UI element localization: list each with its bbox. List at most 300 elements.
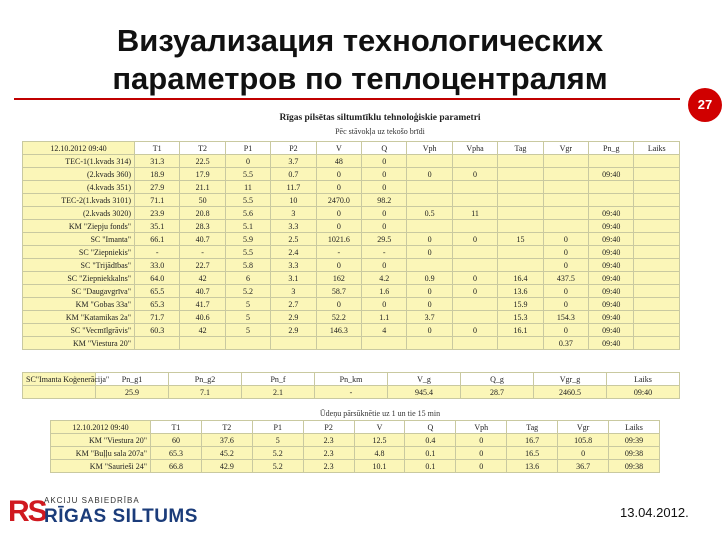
- table-cell: [498, 337, 543, 350]
- table-cell: 2.9: [271, 311, 316, 324]
- column-header: Vgr: [558, 421, 609, 434]
- table-cell: 0.9: [407, 272, 452, 285]
- table-cell: 0: [316, 181, 361, 194]
- table-cell: 5.5: [225, 246, 270, 259]
- imanta-cogeneration-table: [22, 372, 680, 399]
- table-cell: 09:40: [589, 168, 634, 181]
- table-cell: 42.9: [201, 460, 252, 473]
- table-cell: 0: [543, 324, 588, 337]
- table-cell: [362, 337, 407, 350]
- column-header: T2: [180, 142, 225, 155]
- table-cell: 40.7: [180, 233, 225, 246]
- table-cell: 0: [407, 233, 452, 246]
- table-cell: 1.1: [362, 311, 407, 324]
- column-header: V: [316, 142, 361, 155]
- table-cell: 65.3: [135, 298, 180, 311]
- table-cell: [634, 272, 680, 285]
- table-cell: 2.3: [303, 460, 354, 473]
- table-cell: 0: [362, 181, 407, 194]
- table-cell: 0: [362, 168, 407, 181]
- table-cell: -: [180, 246, 225, 259]
- table-cell: [634, 194, 680, 207]
- column-header: Laiks: [607, 373, 680, 386]
- column-header: V: [354, 421, 405, 434]
- row-label: SC "Imanta": [23, 233, 135, 246]
- table-cell: 98.2: [362, 194, 407, 207]
- column-header: Tag: [507, 421, 558, 434]
- table-cell: 0: [543, 246, 588, 259]
- row-label: TEC-1(1.kvads 314): [23, 155, 135, 168]
- table-cell: 50: [180, 194, 225, 207]
- table-cell: [498, 207, 543, 220]
- table-cell: 105.8: [558, 434, 609, 447]
- table-cell: 0: [452, 168, 497, 181]
- table-cell: 11: [452, 207, 497, 220]
- column-header: Pn_g1: [96, 373, 169, 386]
- title-divider: [14, 98, 680, 100]
- table-cell: 17.9: [180, 168, 225, 181]
- table-cell: [271, 337, 316, 350]
- table-cell: 09:40: [589, 285, 634, 298]
- row-label: SC "Ziepniekis": [23, 246, 135, 259]
- row-label: KM "Saurieši 24": [51, 460, 151, 473]
- table-cell: [634, 181, 680, 194]
- table-cell: 945.4: [388, 386, 461, 399]
- row-label: KM "Gobas 33a": [23, 298, 135, 311]
- table-cell: 4.8: [354, 447, 405, 460]
- table-cell: 65.3: [151, 447, 202, 460]
- table-cell: -: [135, 246, 180, 259]
- table-row: [23, 298, 680, 311]
- table-cell: -: [315, 386, 388, 399]
- table-cell: 0: [225, 155, 270, 168]
- row-label: TEC-2(1.kvads 3101): [23, 194, 135, 207]
- row-label: KM "Katamikas 2a": [23, 311, 135, 324]
- column-header: Vph: [407, 142, 452, 155]
- table-cell: 15.3: [498, 311, 543, 324]
- row-label: KM "Ziepju fonds": [23, 220, 135, 233]
- table-cell: [589, 155, 634, 168]
- table-row: [23, 337, 680, 350]
- table-cell: 2.3: [303, 447, 354, 460]
- table-cell: 23.9: [135, 207, 180, 220]
- table-cell: 22.7: [180, 259, 225, 272]
- table-row: [23, 194, 680, 207]
- table-cell: 10: [271, 194, 316, 207]
- table-cell: 35.1: [135, 220, 180, 233]
- table-row: [51, 447, 660, 460]
- table-cell: 28.7: [461, 386, 534, 399]
- column-header: Q_g: [461, 373, 534, 386]
- table-cell: 5.2: [225, 285, 270, 298]
- table-cell: 60.3: [135, 324, 180, 337]
- table-cell: [498, 155, 543, 168]
- table-cell: 28.3: [180, 220, 225, 233]
- table-cell: 0: [362, 298, 407, 311]
- table-cell: 18.9: [135, 168, 180, 181]
- table-cell: 42: [180, 272, 225, 285]
- table-cell: -: [316, 246, 361, 259]
- column-header: Vgr_g: [534, 373, 607, 386]
- table-cell: 64.0: [135, 272, 180, 285]
- table-cell: 09:40: [589, 324, 634, 337]
- table-cell: [407, 220, 452, 233]
- table-cell: [634, 233, 680, 246]
- table-header-row: [51, 421, 660, 434]
- table-cell: [589, 194, 634, 207]
- table-cell: 60: [151, 434, 202, 447]
- table-cell: 5: [225, 298, 270, 311]
- table-header-row: [23, 373, 680, 386]
- table-cell: 36.7: [558, 460, 609, 473]
- table-cell: 162: [316, 272, 361, 285]
- table-cell: [23, 386, 96, 399]
- table-cell: 4.2: [362, 272, 407, 285]
- logo-mark: RS: [8, 495, 46, 528]
- table-cell: 37.6: [201, 434, 252, 447]
- table-cell: 3.3: [271, 220, 316, 233]
- main-parameters-table: [22, 141, 680, 350]
- page-number-badge: 27: [688, 88, 722, 122]
- table-cell: [498, 168, 543, 181]
- company-logo: [8, 494, 228, 530]
- table-row: [23, 259, 680, 272]
- table-row: [23, 246, 680, 259]
- table-cell: 3.7: [407, 311, 452, 324]
- table-corner-datetime: 12.10.2012 09:40: [23, 142, 135, 155]
- table-cell: 42: [180, 324, 225, 337]
- table-cell: [543, 155, 588, 168]
- table-row: [23, 168, 680, 181]
- table-cell: [180, 337, 225, 350]
- table-cell: 154.3: [543, 311, 588, 324]
- table-cell: 0: [316, 298, 361, 311]
- row-label: KM "Viestura 20": [23, 337, 135, 350]
- table-corner-datetime: 12.10.2012 09:40: [51, 421, 151, 434]
- table-cell: 0: [362, 259, 407, 272]
- table-cell: [452, 220, 497, 233]
- row-label: SC "Trijādības": [23, 259, 135, 272]
- row-label: SC "Daugavgrīva": [23, 285, 135, 298]
- table-cell: [452, 246, 497, 259]
- table-row: [51, 434, 660, 447]
- table-cell: 2470.0: [316, 194, 361, 207]
- table-cell: [634, 311, 680, 324]
- table-cell: 09:40: [607, 386, 680, 399]
- table-cell: 15: [498, 233, 543, 246]
- table-cell: 71.7: [135, 311, 180, 324]
- table-cell: [452, 259, 497, 272]
- table-cell: 25.9: [96, 386, 169, 399]
- table-cell: 5.2: [252, 460, 303, 473]
- table-cell: [452, 298, 497, 311]
- table-cell: 0: [316, 207, 361, 220]
- slide-title: [60, 22, 660, 98]
- table-cell: [498, 220, 543, 233]
- row-label: KM "Buļļu sala 207a": [51, 447, 151, 460]
- table-cell: [498, 246, 543, 259]
- table-cell: 0: [407, 285, 452, 298]
- column-header: Pn_km: [315, 373, 388, 386]
- table-cell: 66.8: [151, 460, 202, 473]
- table-cell: 16.7: [507, 434, 558, 447]
- table-cell: 5.5: [225, 194, 270, 207]
- table-cell: [634, 285, 680, 298]
- table-cell: 5: [225, 311, 270, 324]
- row-label: (4.kvads 351): [23, 181, 135, 194]
- table-cell: 0: [407, 246, 452, 259]
- table-cell: 09:40: [589, 337, 634, 350]
- table-cell: 0: [316, 220, 361, 233]
- row-label: SC"Imanta Koģenerācija": [23, 373, 96, 386]
- table-cell: 5.5: [225, 168, 270, 181]
- table-cell: 0: [456, 434, 507, 447]
- table-cell: 15.9: [498, 298, 543, 311]
- table-cell: 40.7: [180, 285, 225, 298]
- table-cell: 0: [362, 155, 407, 168]
- table-cell: 09:40: [589, 233, 634, 246]
- table-cell: 0: [543, 298, 588, 311]
- table-cell: [543, 168, 588, 181]
- table-cell: 0: [407, 324, 452, 337]
- table-cell: 12.5: [354, 434, 405, 447]
- table-cell: 0: [452, 324, 497, 337]
- table-cell: 3.3: [271, 259, 316, 272]
- table-cell: 13.6: [498, 285, 543, 298]
- table-cell: 09:38: [609, 447, 660, 460]
- table-cell: 45.2: [201, 447, 252, 460]
- table-cell: 4: [362, 324, 407, 337]
- row-label: (2.kvads 3020): [23, 207, 135, 220]
- table-cell: [634, 246, 680, 259]
- table-cell: 09:40: [589, 272, 634, 285]
- table-cell: 0: [452, 285, 497, 298]
- table-cell: 3: [271, 285, 316, 298]
- table-cell: 0: [452, 233, 497, 246]
- table-cell: [634, 324, 680, 337]
- table-cell: 09:39: [609, 434, 660, 447]
- table-cell: 0: [558, 447, 609, 460]
- table-cell: [634, 337, 680, 350]
- table-cell: 0: [543, 285, 588, 298]
- table-row: [23, 155, 680, 168]
- table-cell: [543, 181, 588, 194]
- table-cell: 09:40: [589, 311, 634, 324]
- table-cell: 31.3: [135, 155, 180, 168]
- column-header: V_g: [388, 373, 461, 386]
- table-cell: [543, 194, 588, 207]
- table-row: [23, 272, 680, 285]
- table-header-row: [23, 142, 680, 155]
- column-header: Laiks: [634, 142, 680, 155]
- table-cell: 6: [225, 272, 270, 285]
- table-cell: 10.1: [354, 460, 405, 473]
- table-cell: 3: [271, 207, 316, 220]
- table-cell: [634, 207, 680, 220]
- table-cell: [407, 259, 452, 272]
- table-cell: 3.7: [271, 155, 316, 168]
- table-cell: 33.0: [135, 259, 180, 272]
- column-header: Pn_f: [242, 373, 315, 386]
- table-cell: 0: [452, 272, 497, 285]
- table-cell: 5: [252, 434, 303, 447]
- table-cell: 0.7: [271, 168, 316, 181]
- table-cell: 5.6: [225, 207, 270, 220]
- table-cell: 65.5: [135, 285, 180, 298]
- table-cell: 5.2: [252, 447, 303, 460]
- table-cell: [634, 298, 680, 311]
- table-cell: 2460.5: [534, 386, 607, 399]
- table-cell: 29.5: [362, 233, 407, 246]
- table-cell: [407, 194, 452, 207]
- table-cell: [407, 181, 452, 194]
- table-cell: 09:40: [589, 207, 634, 220]
- column-header: Vpha: [452, 142, 497, 155]
- table-cell: 40.6: [180, 311, 225, 324]
- row-label: SC "Ziepniekkalns": [23, 272, 135, 285]
- pump-stations-table: [50, 420, 660, 473]
- table-cell: 66.1: [135, 233, 180, 246]
- table-cell: [452, 181, 497, 194]
- table-cell: [634, 220, 680, 233]
- table-cell: 2.4: [271, 246, 316, 259]
- table-cell: [498, 181, 543, 194]
- table-cell: 09:38: [609, 460, 660, 473]
- table-cell: 0.37: [543, 337, 588, 350]
- column-header: Vgr: [543, 142, 588, 155]
- table-cell: 0: [407, 168, 452, 181]
- table-cell: 0: [456, 447, 507, 460]
- table-cell: 5.1: [225, 220, 270, 233]
- table-cell: 22.5: [180, 155, 225, 168]
- table-cell: [452, 337, 497, 350]
- table-cell: -: [362, 246, 407, 259]
- table-cell: [452, 155, 497, 168]
- column-header: T1: [151, 421, 202, 434]
- title-line-2: параметров по теплоцентралям: [112, 61, 608, 96]
- table-cell: 5: [225, 324, 270, 337]
- table-cell: 437.5: [543, 272, 588, 285]
- table-cell: 0: [543, 233, 588, 246]
- table-cell: 27.9: [135, 181, 180, 194]
- table-cell: [634, 168, 680, 181]
- column-header: Q: [362, 142, 407, 155]
- table-cell: 71.1: [135, 194, 180, 207]
- table-cell: 2.3: [303, 434, 354, 447]
- table-cell: 0: [362, 220, 407, 233]
- table-cell: 1.6: [362, 285, 407, 298]
- table-cell: 11: [225, 181, 270, 194]
- table-cell: 11.7: [271, 181, 316, 194]
- table-row: [23, 207, 680, 220]
- column-header: P1: [225, 142, 270, 155]
- table-cell: [407, 337, 452, 350]
- table-cell: [589, 181, 634, 194]
- slide-date: 13.04.2012.: [620, 505, 689, 520]
- table-cell: 16.4: [498, 272, 543, 285]
- logo-company-name: RĪGAS SILTUMS: [44, 506, 198, 527]
- table-cell: 0.4: [405, 434, 456, 447]
- table-row: [23, 324, 680, 337]
- table-row: [23, 220, 680, 233]
- table-cell: 5.8: [225, 259, 270, 272]
- table-cell: 16.5: [507, 447, 558, 460]
- column-header: Q: [405, 421, 456, 434]
- column-header: P1: [252, 421, 303, 434]
- table-cell: 16.1: [498, 324, 543, 337]
- table-cell: [498, 259, 543, 272]
- table-cell: [498, 194, 543, 207]
- table-cell: 0: [543, 259, 588, 272]
- table-cell: [634, 259, 680, 272]
- logo-subtitle: AKCIJU SABIEDRĪBA: [44, 496, 140, 505]
- table-cell: 0.1: [405, 447, 456, 460]
- table-cell: 3.1: [271, 272, 316, 285]
- title-line-1: Визуализация технологических: [116, 23, 604, 58]
- table-cell: 0: [407, 298, 452, 311]
- table-cell: 41.7: [180, 298, 225, 311]
- table-cell: 13.6: [507, 460, 558, 473]
- table-cell: [407, 155, 452, 168]
- table-cell: [452, 311, 497, 324]
- report-heading: Rīgas pilsētas siltumtīklu tehnoloģiskie parametri: [279, 113, 481, 123]
- table-cell: 48: [316, 155, 361, 168]
- table-cell: 09:40: [589, 220, 634, 233]
- table-cell: 0: [362, 207, 407, 220]
- table-row: [23, 233, 680, 246]
- table-cell: 7.1: [169, 386, 242, 399]
- table-cell: 1021.6: [316, 233, 361, 246]
- row-label: (2.kvads 360): [23, 168, 135, 181]
- table-cell: 2.1: [242, 386, 315, 399]
- report-subheading: Pēc stāvokļa uz tekošo brīdi: [335, 127, 425, 136]
- table-cell: 146.3: [316, 324, 361, 337]
- table-row: [23, 181, 680, 194]
- table-cell: [543, 220, 588, 233]
- column-header: T1: [135, 142, 180, 155]
- table-cell: 2.7: [271, 298, 316, 311]
- column-header: Tag: [498, 142, 543, 155]
- small-table-heading: Ūdeņu pārsūknētie uz 1 un tie 15 min: [319, 409, 441, 418]
- table-cell: 0.5: [407, 207, 452, 220]
- table-row: [51, 460, 660, 473]
- column-header: T2: [201, 421, 252, 434]
- table-cell: 0.1: [405, 460, 456, 473]
- table-cell: [634, 155, 680, 168]
- table-cell: 2.5: [271, 233, 316, 246]
- column-header: P2: [271, 142, 316, 155]
- row-label: SC "Vecmīlgrāvis": [23, 324, 135, 337]
- column-header: Vph: [456, 421, 507, 434]
- table-row: [23, 386, 680, 399]
- table-cell: [316, 337, 361, 350]
- table-cell: 09:40: [589, 259, 634, 272]
- table-cell: 52.2: [316, 311, 361, 324]
- table-cell: [225, 337, 270, 350]
- column-header: P2: [303, 421, 354, 434]
- row-label: KM "Viestura 20": [51, 434, 151, 447]
- table-row: [23, 311, 680, 324]
- column-header: Pn_g: [589, 142, 634, 155]
- table-cell: [543, 207, 588, 220]
- table-cell: 09:40: [589, 298, 634, 311]
- table-cell: 5.9: [225, 233, 270, 246]
- table-cell: 09:40: [589, 246, 634, 259]
- table-cell: [452, 194, 497, 207]
- table-row: [23, 285, 680, 298]
- column-header: Laiks: [609, 421, 660, 434]
- table-cell: 0: [456, 460, 507, 473]
